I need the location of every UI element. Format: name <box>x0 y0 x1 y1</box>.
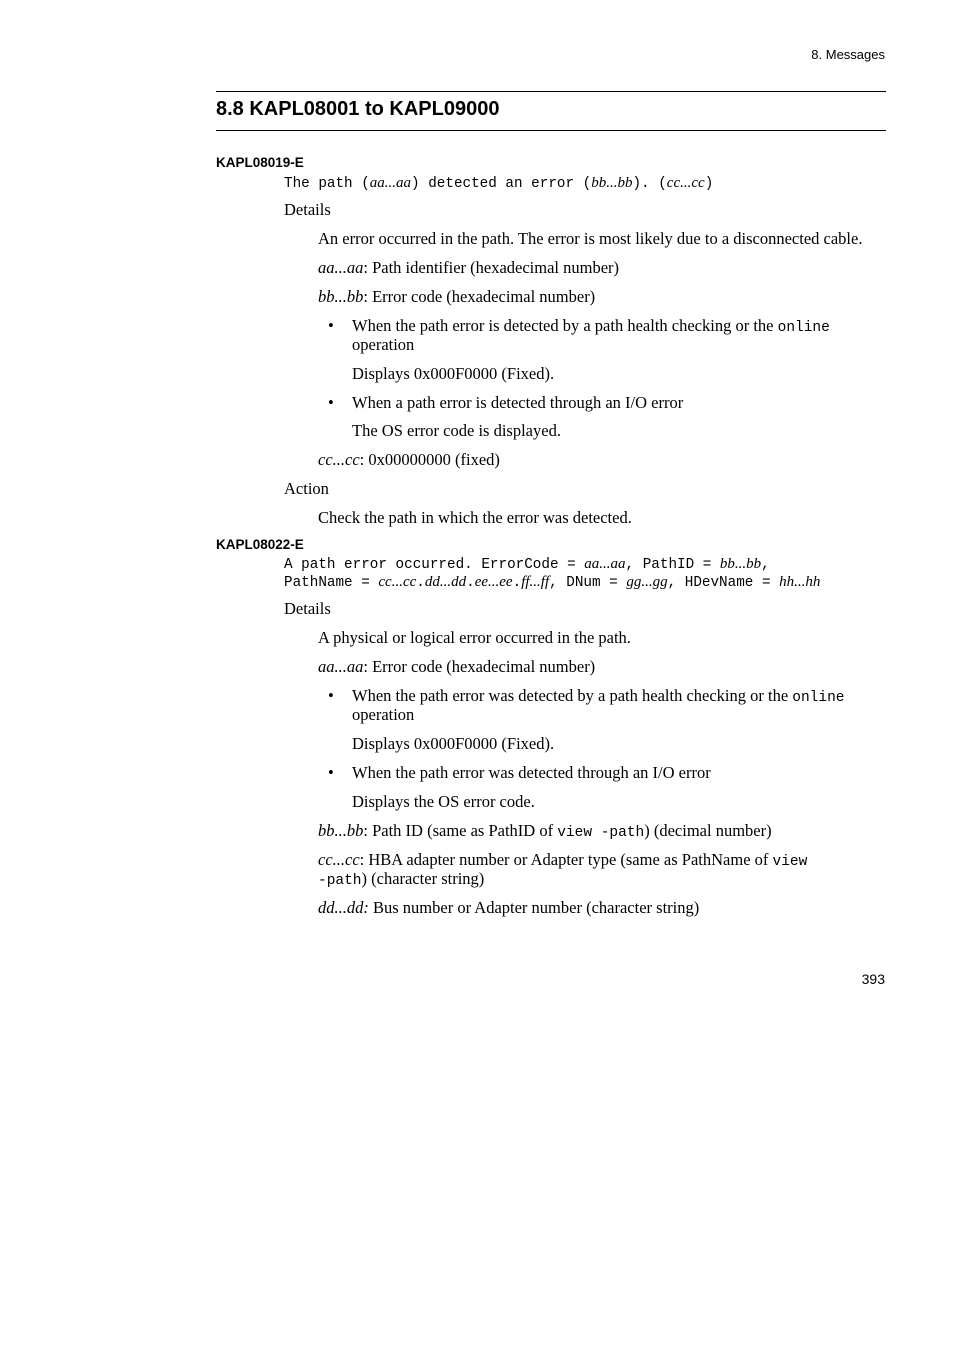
param-desc: Bus number or Adapter number (character string) <box>368 898 700 917</box>
message-text-part: ). ( <box>632 176 667 192</box>
param-bb-description <box>318 821 772 841</box>
message-text-part: ) <box>704 176 714 192</box>
details-intro: A physical or logical error occurred in the path. <box>318 628 631 647</box>
param-placeholder: bb...bb <box>719 556 762 572</box>
page-number: 393 <box>861 971 885 987</box>
bullet-marker: • <box>328 763 334 782</box>
bullet-item-text: When a path error is detected through an I/O error <box>352 393 684 412</box>
bullet-item-detail: Displays the OS error code. <box>352 792 535 811</box>
section-rule-bottom <box>216 130 886 131</box>
bullet-item-text <box>352 316 830 336</box>
bullet-item-detail: Displays 0x000F0000 (Fixed). <box>352 364 555 383</box>
bullet-item-continuation: operation <box>352 335 415 354</box>
param-placeholder: aa...aa <box>584 556 626 572</box>
param-cc-description-continuation <box>318 869 484 889</box>
param-aa-description <box>318 258 619 278</box>
param-placeholder: aa...aa <box>369 175 412 191</box>
message-text-part: , PathID = <box>625 557 720 573</box>
param-cc-description <box>318 850 807 870</box>
bullet-item-detail: Displays 0x000F0000 (Fixed). <box>352 734 555 753</box>
param-desc: : Path identifier (hexadecimal number) <box>363 258 620 277</box>
message-id-kapl08019: KAPL08019-E <box>216 155 304 170</box>
details-heading: Details <box>284 599 331 618</box>
message-text-part: . <box>512 575 522 591</box>
inline-code: online <box>777 320 830 336</box>
param-name: cc...cc <box>318 850 360 869</box>
section-rule-top <box>216 91 886 92</box>
message-text-part: A path error occurred. ErrorCode = <box>284 557 585 573</box>
message-text-part: PathName = <box>284 575 379 591</box>
running-head: 8. Messages <box>811 47 885 62</box>
bullet-item-continuation: operation <box>352 705 415 724</box>
param-desc: ) (character string) <box>361 869 485 888</box>
details-heading: Details <box>284 200 331 219</box>
param-name: cc...cc <box>318 450 360 469</box>
bullet-marker: • <box>328 686 334 705</box>
message-text-part: , <box>761 557 770 573</box>
param-placeholder: dd...dd <box>424 574 467 590</box>
message-text-part: . <box>466 575 475 591</box>
bullet-item-text <box>352 686 845 706</box>
message-text-part: . <box>416 575 425 591</box>
bullet-text: When the path error is detected by a path health checking or the <box>352 316 778 335</box>
param-aa-description <box>318 657 595 677</box>
inline-code: view <box>772 854 808 870</box>
action-heading: Action <box>284 479 329 498</box>
param-dd-description <box>318 898 699 918</box>
param-name: dd...dd: <box>318 898 369 917</box>
bullet-marker: • <box>328 393 334 412</box>
inline-code: online <box>792 690 845 706</box>
param-desc: ) (decimal number) <box>644 821 772 840</box>
param-name: bb...bb <box>318 287 364 306</box>
message-text-part: The path ( <box>284 176 370 192</box>
param-name: aa...aa <box>318 258 364 277</box>
param-desc: : Error code (hexadecimal number) <box>363 657 596 676</box>
param-placeholder: ee...ee <box>474 574 513 590</box>
param-placeholder: cc...cc <box>666 175 705 191</box>
param-desc: : Path ID (same as PathID of <box>363 821 558 840</box>
message-id-kapl08022: KAPL08022-E <box>216 537 304 552</box>
bullet-item-text: When the path error was detected through an I/O error <box>352 763 711 782</box>
param-placeholder: gg...gg <box>626 574 668 590</box>
message-text-kapl08019 <box>284 175 713 192</box>
param-placeholder: bb...bb <box>591 175 633 191</box>
param-name: aa...aa <box>318 657 364 676</box>
bullet-item-detail: The OS error code is displayed. <box>352 421 561 440</box>
bullet-text: When the path error was detected by a path health checking or the <box>352 686 793 705</box>
section-title: 8.8 KAPL08001 to KAPL09000 <box>216 98 500 120</box>
action-text: Check the path in which the error was detected. <box>318 508 632 527</box>
param-placeholder: cc...cc <box>378 574 417 590</box>
message-text-part: , DNum = <box>549 575 627 591</box>
inline-code: view -path <box>557 825 645 841</box>
message-text-part: , HDevName = <box>667 575 780 591</box>
param-desc: : Error code (hexadecimal number) <box>363 287 596 306</box>
param-bb-description <box>318 287 595 307</box>
param-placeholder: hh...hh <box>779 574 821 590</box>
param-name: bb...bb <box>318 821 364 840</box>
message-text-kapl08022-line1 <box>284 556 770 573</box>
inline-code: -path <box>318 873 362 889</box>
param-cc-description <box>318 450 500 470</box>
param-desc: : 0x00000000 (fixed) <box>359 450 500 469</box>
param-desc: : HBA adapter number or Adapter type (same as PathName of <box>359 850 773 869</box>
bullet-marker: • <box>328 316 334 335</box>
param-placeholder: ff...ff <box>521 574 550 590</box>
message-text-kapl08022-line2 <box>284 574 820 591</box>
details-intro: An error occurred in the path. The error is most likely due to a disconnected cable. <box>318 229 863 248</box>
message-text-part: ) detected an error ( <box>411 176 592 192</box>
